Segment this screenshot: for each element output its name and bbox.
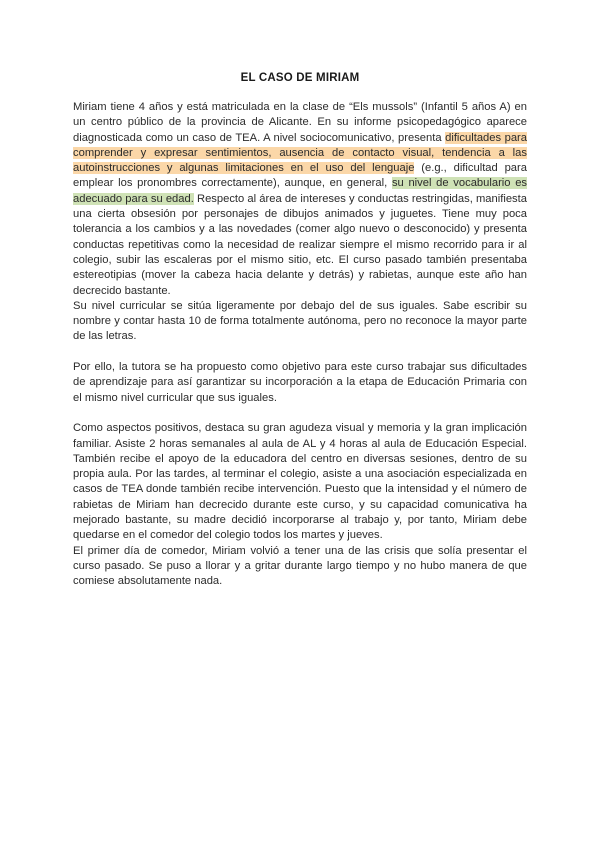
text-segment: Su nivel curricular se sitúa ligeramente por debajo del de sus iguales. Sabe escribir su nombre y contar hasta 10 de forma totalmente autónoma, pero no reconoce la mayor parte de las letras. bbox=[73, 299, 527, 343]
paragraph-first-day bbox=[73, 544, 527, 590]
document-body bbox=[73, 100, 527, 590]
text-segment: Miriam tiene 4 años y está matriculada en la clase de “Els mussols” (Infantil 5 años A) en un centro público de la provincia de Alicante. En su informe psicopedagógico aparece diagnosticada como un caso de TEA. A nivel sociocomunicativo, presenta bbox=[73, 101, 527, 144]
document-title: EL CASO DE MIRIAM bbox=[240, 72, 360, 84]
highlight-orange: dificultades para comprender y expresar sentimientos, ausencia de contacto visual, tendencia a las autoinstrucciones y algunas limitaciones en el uso del lenguaje bbox=[73, 131, 527, 175]
paragraph-curricular-level bbox=[73, 299, 527, 345]
text-segment: (e.g., dificultad para emplear los pronombres correctamente), aunque, en general, bbox=[73, 162, 527, 190]
paragraph-objective bbox=[73, 360, 527, 406]
highlight-green: su nivel de vocabulario es adecuado para su edad. bbox=[73, 177, 528, 205]
text-segment: Respecto al área de intereses y conductas restringidas, manifiesta una cierta obsesión por personajes de dibujos animados y juguetes. Tiene muy poca tolerancia a los cambios y a las novedades (comer algo nuevo o desconocido) y presenta conductas repetitivas como la necesidad de realizar siempre el mismo recorrido para ir al colegio, subir las escaleras por el mismo sitio, etc. El curso pasado también presentaba estereotipias (mover la cabeza hacia delante y detrás) y rabietas, aunque este año han decrecido bastante. bbox=[73, 192, 527, 297]
paragraph-profile bbox=[73, 100, 527, 299]
paragraph-positive-aspects bbox=[73, 421, 527, 543]
text-segment: El primer día de comedor, Miriam volvió a tener una de las crisis que solía presentar el curso pasado. Se puso a llorar y a gritar durante largo tiempo y no hubo manera de que comiese absolutamente nada. bbox=[73, 544, 527, 588]
text-segment: Como aspectos positivos, destaca su gran agudeza visual y memoria y la gran implicación familiar. Asiste 2 horas semanales al aula de AL y 4 horas al aula de Educación Especial. También recibe el apoyo de la educadora del centro en diversas sesiones, dentro de su propia aula. Por las tardes, al terminar el colegio, asiste a una asociación especializada en casos de TEA donde también recibe intervención. Puesto que la intensidad y el número de rabietas de Miriam han decrecido durante este curso, y su capacidad comunicativa ha mejorado bastante, su madre decidió incorporarse al trabajo y, por tanto, Miriam debe quedarse en el comedor del colegio todos los martes y jueves. bbox=[73, 422, 527, 542]
text-segment: Por ello, la tutora se ha propuesto como objetivo para este curso trabajar sus dificultades de aprendizaje para así garantizar su incorporación a la etapa de Educación Primaria con el mismo nivel curricular que sus iguales. bbox=[73, 361, 527, 404]
